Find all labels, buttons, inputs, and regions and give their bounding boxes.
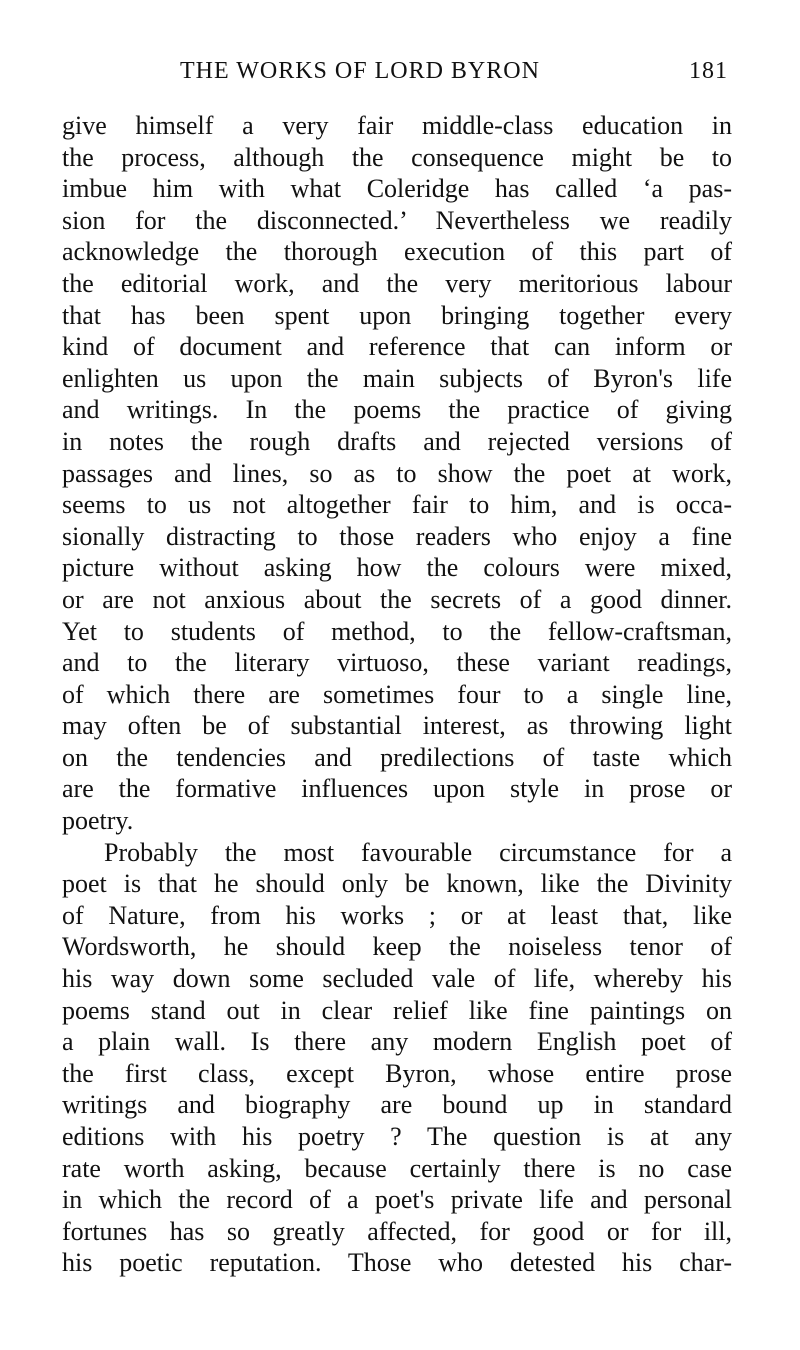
text-line: Yet to students of method, to the fellow-craftsman, [62, 616, 732, 646]
text-line: the editorial work, and the very meritorious labour [62, 268, 732, 298]
text-line: are the formative influences upon style in prose or [62, 774, 732, 804]
text-line: Wordsworth, he should keep the noiseless tenor of [62, 932, 732, 962]
text-line: Probably the most favourable circumstance for a [104, 837, 732, 867]
text-line: rate worth asking, because certainly there is no case [62, 1153, 732, 1183]
text-line: imbue him with what Coleridge has called ‘a pas- [62, 174, 732, 204]
text-line: his poetic reputation. Those who detested his char- [62, 1248, 732, 1278]
text-line: acknowledge the thorough execution of this part of [62, 237, 732, 267]
text-line: enlighten us upon the main subjects of Byron's life [62, 363, 732, 393]
text-line: a plain wall. Is there any modern English poet of [62, 1027, 732, 1057]
text-line: the first class, except Byron, whose entire prose [62, 1058, 732, 1088]
text-line: poems stand out in clear relief like fine paintings on [62, 995, 732, 1025]
text-line: sionally distracting to those readers who enjoy a fine [62, 521, 732, 551]
text-line: on the tendencies and predilections of taste which [62, 742, 732, 772]
text-line: of which there are sometimes four to a single line, [62, 679, 732, 709]
text-line: poetry. [62, 806, 134, 836]
page-number: 181 [689, 58, 728, 84]
text-line: poet is that he should only be known, like the Divinity [62, 869, 732, 899]
paragraph-1 [62, 110, 732, 837]
text-line: fortunes has so greatly affected, for good or for ill, [62, 1216, 732, 1246]
text-line: in which the record of a poet's private life and personal [62, 1185, 732, 1215]
text-line: in notes the rough drafts and rejected versions of [62, 426, 732, 456]
text-line: of Nature, from his works ; or at least that, like [62, 900, 732, 930]
text-line: and to the literary virtuoso, these variant readings, [62, 648, 732, 678]
text-line: his way down some secluded vale of life, whereby his [62, 964, 732, 994]
text-line: and writings. In the poems the practice of giving [62, 395, 732, 425]
page-header [62, 58, 728, 90]
text-line: give himself a very fair middle-class education in [62, 111, 732, 140]
text-line: the process, although the consequence might be to [62, 142, 732, 172]
text-line: may often be of substantial interest, as throwing light [62, 711, 732, 741]
text-line: writings and biography are bound up in standard [62, 1090, 732, 1120]
body-text [62, 110, 732, 1279]
text-line: kind of document and reference that can inform or [62, 332, 732, 362]
text-line: picture without asking how the colours were mixed, [62, 553, 732, 583]
paragraph-2 [62, 837, 732, 1279]
text-line: that has been spent upon bringing together every [62, 300, 732, 330]
text-line: editions with his poetry ? The question is at any [62, 1122, 732, 1151]
running-title: THE WORKS OF LORD BYRON [180, 58, 540, 84]
text-line: passages and lines, so as to show the poet at work, [62, 458, 732, 488]
text-line: or are not anxious about the secrets of a good dinner. [62, 584, 732, 614]
text-line: sion for the disconnected.’ Nevertheless we readily [62, 205, 732, 235]
text-line: seems to us not altogether fair to him, and is occa- [62, 490, 732, 520]
